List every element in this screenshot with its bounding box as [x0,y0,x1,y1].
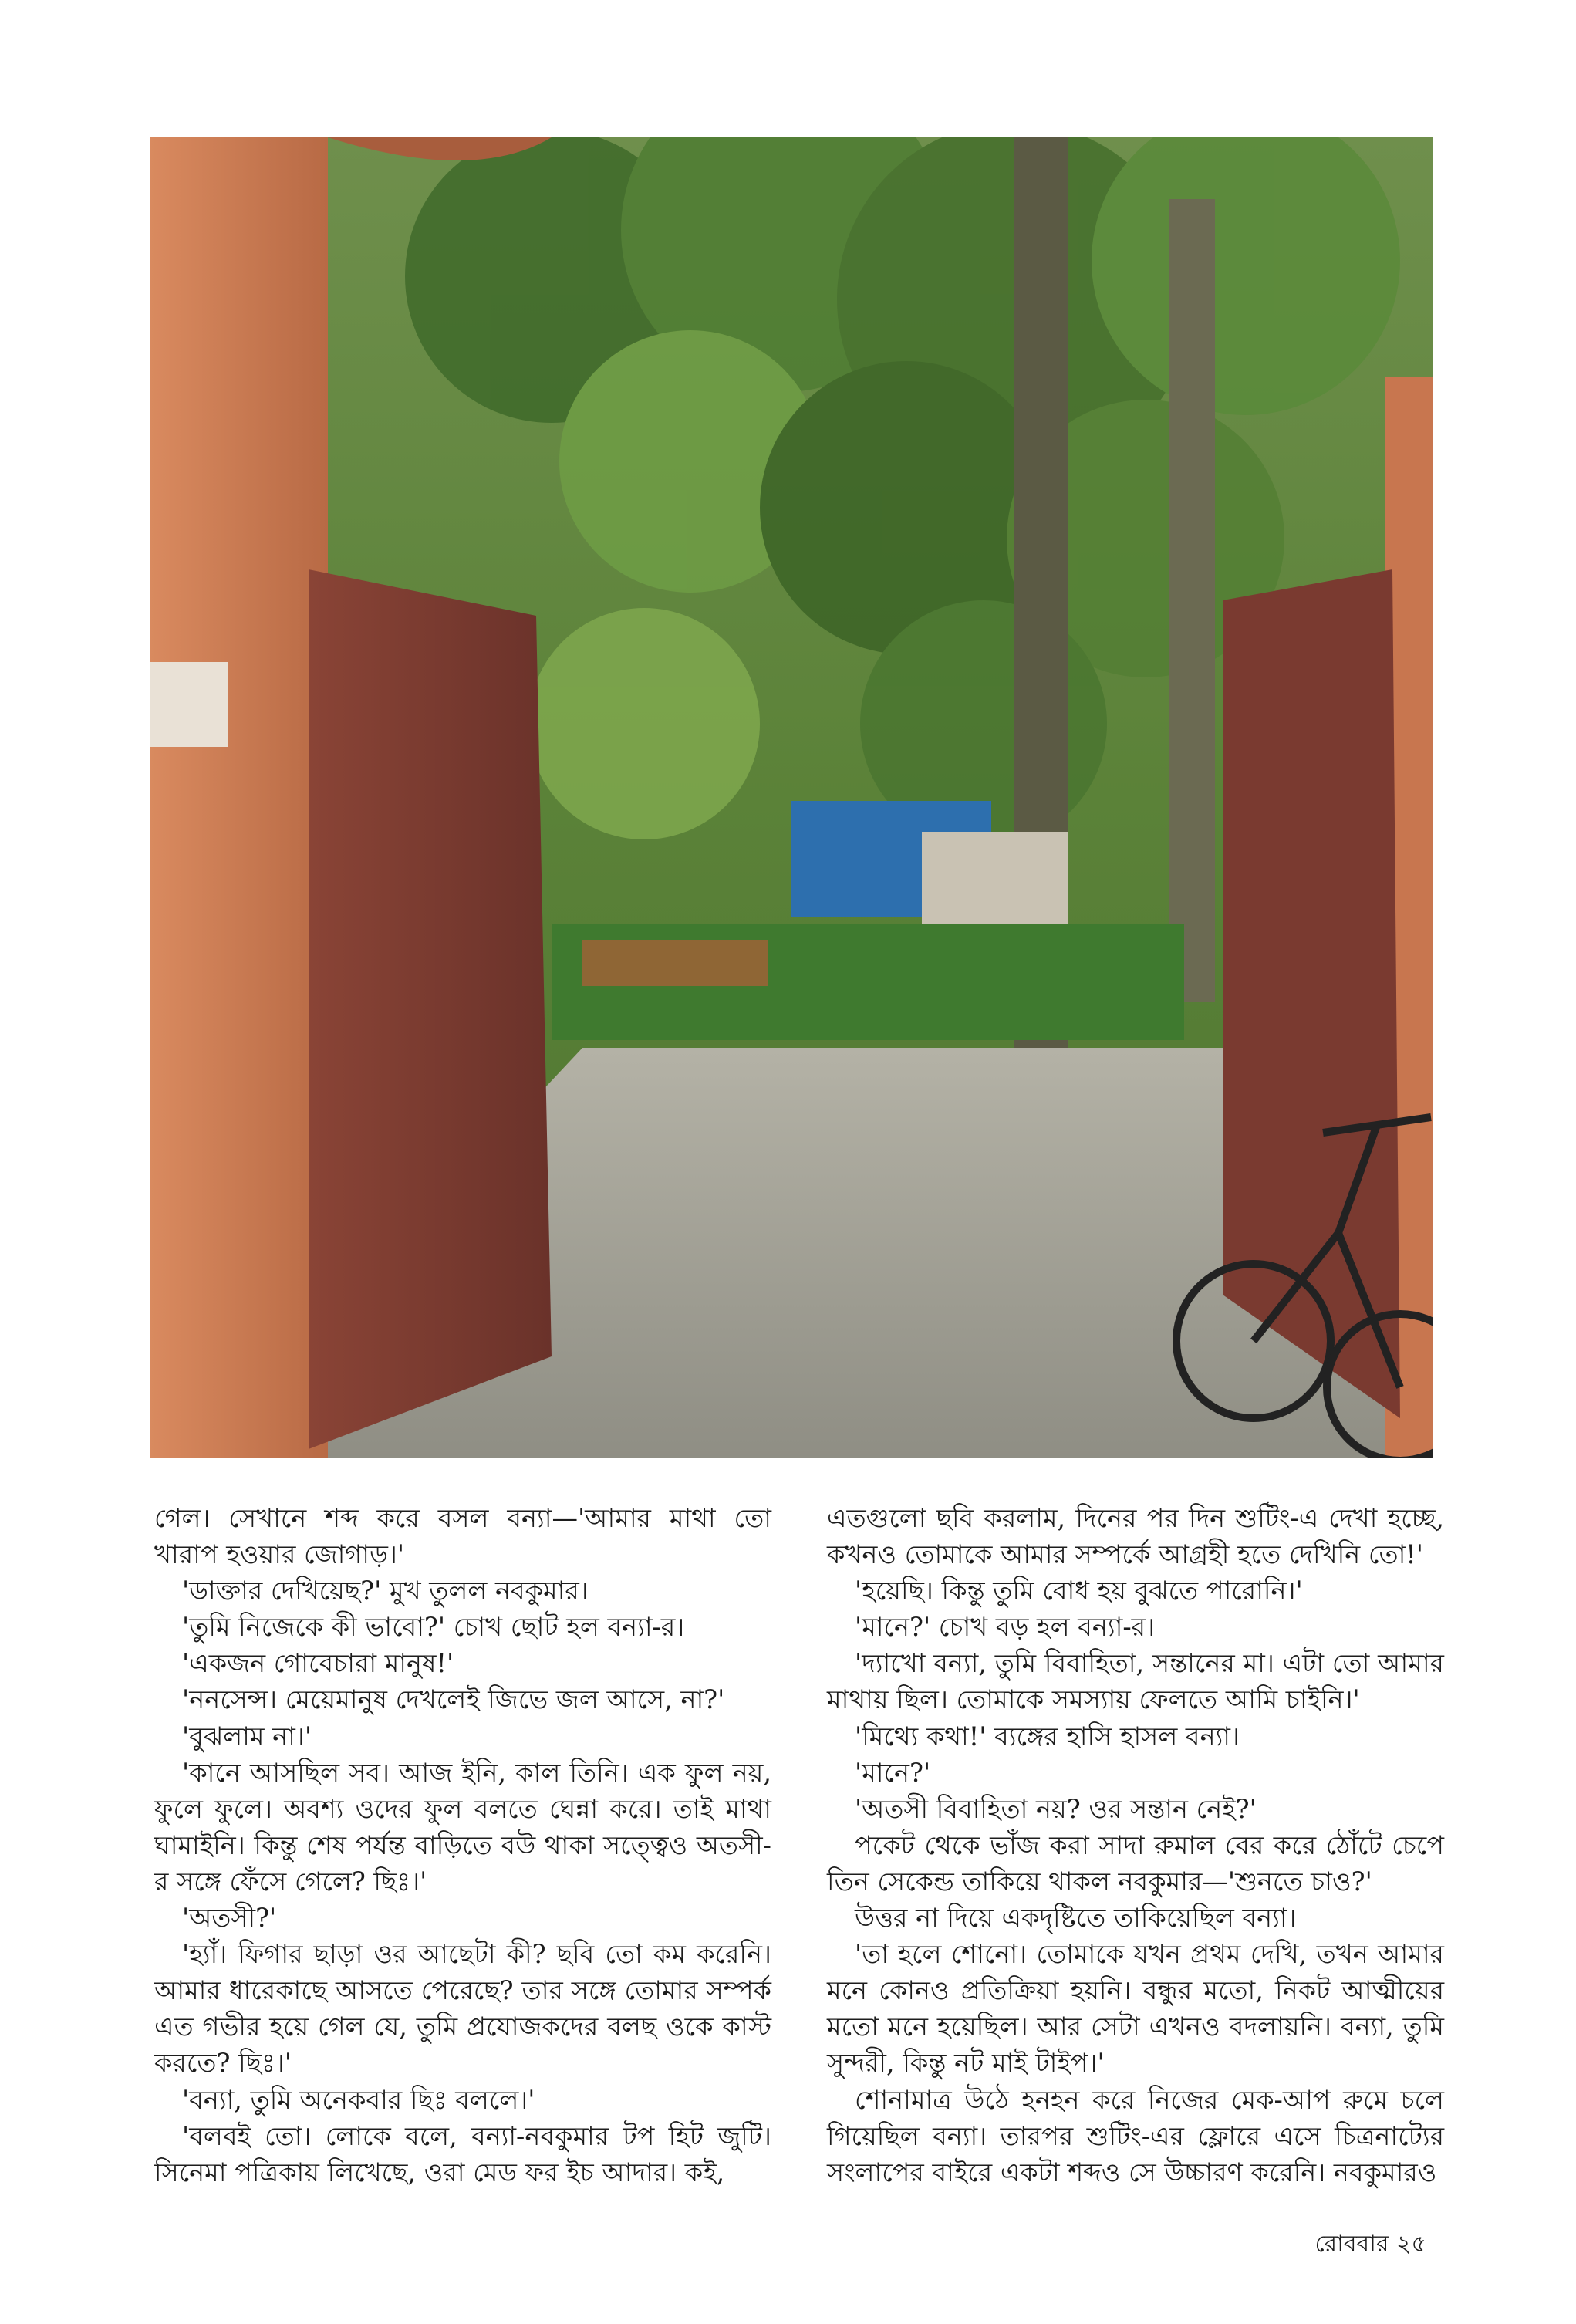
right-text-column [827,1500,1444,2191]
paragraph: 'অতসী?' [182,1903,277,1934]
hedge [582,940,768,986]
gate-painting [150,137,1433,1458]
paragraph: শোনামাত্র উঠে হনহন করে নিজের মেক-আপ রুমে চলে গিয়েছিল বন্যা। তারপর শুটিং-এর ফ্লোরে এসে চিত্রনাট্যের সংলাপের বাইরে একটা শব্দও সে উচ্চারণ করেনি। নবকুমারও [827,2084,1444,2187]
paragraph: 'তা হলে শোনো। তোমাকে যখন প্রথম দেখি, তখন আমার মনে কোনও প্রতিক্রিয়া হয়নি। বন্ধুর মতো, নিকট আত্মীয়ের মতো মনে হয়েছিল। আর সেটা এখনও বদলায়নি। বন্যা, তুমি সুন্দরী, কিন্তু নট মাই টাইপ।' [827,1939,1444,2079]
paragraph: 'মিথ্যে কথা!' ব্যঙ্গের হাসি হাসল বন্যা। [855,1721,1240,1751]
left-pillar [150,137,328,1458]
paragraph: 'বলবই তো। লোকে বলে, বন্যা-নবকুমার টপ হিট জুটি। সিনেমা পত্রিকায় লিখেছে, ওরা মেড ফর ইচ আদার। কই, [154,2120,771,2187]
paragraph: 'হ্যাঁ। ফিগার ছাড়া ওর আছেটা কী? ছবি তো কম করেনি। আমার ধারেকাছে আসতে পেরেছে? তার সঙ্গে তোমার সম্পর্ক এত গভীর হয়ে গেল যে, তুমি প্রযোজকদের বলছ ওকে কাস্ট করতে? ছিঃ।' [154,1939,771,2079]
paragraph: 'ননসেন্স। মেয়েমানুষ দেখলেই জিভে জল আসে, না?' [182,1684,725,1715]
paragraph: 'বন্যা, তুমি অনেকবার ছিঃ বললে।' [182,2084,535,2115]
paragraph: 'হয়েছি। কিন্তু তুমি বোধ হয় বুঝতে পারোনি।' [855,1576,1303,1606]
paragraph: 'তুমি নিজেকে কী ভাবো?' চোখ ছোট হল বন্যা-র। [182,1612,685,1643]
paragraph: 'মানে?' [855,1757,931,1788]
paragraph: 'ডাক্তার দেখিয়েছ?' মুখ তুলল নবকুমার। [182,1576,589,1606]
paragraph: পকেট থেকে ভাঁজ করা সাদা রুমাল বের করে ঠোঁটে চেপে তিন সেকেন্ড তাকিয়ে থাকল নবকুমার—'শুনতে চাও?' [827,1829,1444,1897]
paragraph: 'একজন গোবেচারা মানুষ!' [182,1648,454,1679]
paragraph: এতগুলো ছবি করলাম, দিনের পর দিন শুটিং-এ দেখা হচ্ছে, কখনও তোমাকে আমার সম্পর্কে আগ্রহী হতে দেখিনি তো!' [827,1503,1444,1570]
left-text-column [154,1500,771,2191]
paragraph: 'মানে?' চোখ বড় হল বন্যা-র। [855,1612,1156,1643]
paragraph: 'দ্যাখো বন্যা, তুমি বিবাহিতা, সন্তানের মা। এটা তো আমার মাথায় ছিল। তোমাকে সমস্যায় ফেলতে আমি চাইনি।' [827,1648,1444,1715]
page-number: ২৫ [1396,2231,1426,2258]
paragraph: 'কানে আসছিল সব। আজ ইনি, কাল তিনি। এক ফুল নয়, ফুলে ফুলে। অবশ্য ওদের ফুল বলতে ঘেন্না করে। তাই মাথা ঘামাইনি। কিন্তু শেষ পর্যন্ত বাড়িতে বউ থাকা সত্ত্বেও অতসী-র সঙ্গে ফেঁসে গেলে? ছিঃ।' [154,1757,771,1897]
gate-illustration [150,137,1433,1458]
page-folio [1314,2225,1426,2265]
paragraph: উত্তর না দিয়ে একদৃষ্টিতে তাকিয়েছিল বন্যা। [855,1903,1297,1934]
magazine-name: রোববার [1314,2231,1389,2258]
paragraph: 'বুঝলাম না।' [182,1721,312,1751]
paragraph: 'অতসী বিবাহিতা নয়? ওর সন্তান নেই?' [855,1793,1257,1824]
left-gate [309,569,552,1449]
tree-trunk [1169,199,1215,1002]
paragraph: গেল। সেখানে শব্দ করে বসল বন্যা—'আমার মাথা তো খারাপ হওয়ার জোগাড়।' [154,1503,771,1570]
gate-plaque [150,662,228,747]
